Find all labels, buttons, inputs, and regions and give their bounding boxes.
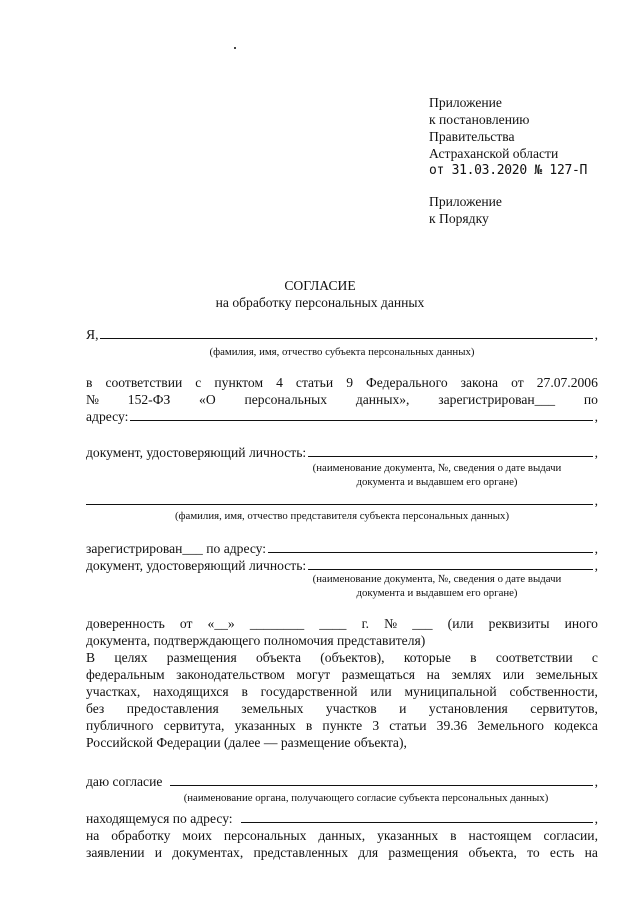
word: по <box>583 392 598 407</box>
rep-doc-caption-2: документа и выдавшем его органе) <box>356 587 518 599</box>
word: предоставления <box>126 701 219 716</box>
word: данных, <box>318 828 366 843</box>
word: законодательством <box>176 667 285 682</box>
address-label: адресу: <box>86 409 129 424</box>
word[interactable]: «__» <box>207 616 235 631</box>
word: согласии, <box>543 828 598 843</box>
word: для <box>358 845 379 860</box>
word: и <box>154 845 163 860</box>
tail-line-1 <box>86 827 598 844</box>
representative-doc-field[interactable] <box>308 569 592 570</box>
subject-name-field[interactable] <box>100 338 592 339</box>
word: иного <box>564 616 598 631</box>
word: моих <box>182 828 212 843</box>
word: есть <box>549 845 575 860</box>
purpose-line-5 <box>86 717 598 734</box>
word: 39.36 <box>436 718 468 733</box>
doc-caption-1: (наименование документа, №, сведения о дате выдачи <box>312 462 562 474</box>
purpose-line-6: Российской Федерации (далее — размещение объекта), <box>86 735 407 750</box>
purpose-line-3 <box>86 683 598 700</box>
scan-speck <box>234 47 236 49</box>
word: участках, <box>86 684 141 699</box>
word: без <box>86 701 105 716</box>
representative-name-row <box>86 492 598 509</box>
poa-line-1 <box>86 615 598 632</box>
word: федеральным <box>86 667 165 682</box>
comma: , <box>594 327 598 342</box>
word: В <box>86 650 96 665</box>
purpose-line-4 <box>86 700 598 717</box>
representative-doc-row <box>86 557 598 574</box>
word: 152-ФЗ <box>127 392 171 407</box>
poa-line-2: документа, подтверждающего полномочия представителя) <box>86 633 426 648</box>
word: с <box>591 650 598 665</box>
word: на <box>86 828 100 843</box>
header-line: Правительства <box>429 129 515 144</box>
consent-authority-field[interactable] <box>170 785 592 786</box>
representative-address-row <box>86 540 598 557</box>
header-sub-line: к Порядку <box>429 211 489 226</box>
word: персональных <box>244 392 328 407</box>
word: размещения <box>388 845 459 860</box>
word: объекта <box>255 650 301 665</box>
word: сервитута, <box>163 718 225 733</box>
word: собственности, <box>509 684 598 699</box>
word: в <box>470 650 477 665</box>
comma: , <box>594 774 598 789</box>
tail-line-2 <box>86 844 598 861</box>
comma: , <box>594 558 598 573</box>
word: (или <box>447 616 474 631</box>
word[interactable]: ________ <box>249 616 305 631</box>
word: могут <box>296 667 331 682</box>
word: представленных <box>253 845 348 860</box>
word: настоящем <box>468 828 532 843</box>
consent-caption: (наименование органа, получающего согласие субъекта персональных данных) <box>183 792 549 804</box>
word: размещения <box>166 650 237 665</box>
word: с <box>195 375 202 390</box>
doc-caption-2: документа и выдавшем его органе) <box>356 476 518 488</box>
word: доверенность <box>86 616 165 631</box>
word: 4 <box>276 375 283 390</box>
word: объекта, <box>468 845 517 860</box>
subject-address-field[interactable] <box>130 420 592 421</box>
word: 9 <box>346 375 353 390</box>
representative-address-field[interactable] <box>268 552 593 553</box>
location-label: находящемуся по адресу: <box>86 811 233 826</box>
word: в <box>241 684 248 699</box>
word: заявлении <box>86 845 145 860</box>
consent-row <box>86 773 598 790</box>
word: данных», <box>355 392 410 407</box>
word: Федерального <box>366 375 448 390</box>
subject-doc-field[interactable] <box>308 456 592 457</box>
word: земельных <box>535 667 598 682</box>
subject-address-row <box>86 408 598 425</box>
word: земельных <box>241 701 304 716</box>
word: обработку <box>111 828 171 843</box>
word: закона <box>460 375 499 390</box>
word: № <box>384 616 398 631</box>
word: и <box>399 701 407 716</box>
word[interactable]: ___ <box>412 616 433 631</box>
word: кодекса <box>554 718 598 733</box>
word: или <box>502 667 525 682</box>
word: зарегистрирован___ <box>438 392 556 407</box>
representative-caption: (фамилия, имя, отчество представителя субъекта персональных данных) <box>174 510 510 522</box>
word: землях <box>451 667 492 682</box>
word: участков <box>325 701 377 716</box>
word: «О <box>199 392 216 407</box>
authority-address-field[interactable] <box>241 822 593 823</box>
word: в <box>86 375 93 390</box>
word: пунктом <box>214 375 264 390</box>
word: 27.07.2006 <box>536 375 598 390</box>
purpose-line-2 <box>86 666 598 683</box>
comma: , <box>594 811 598 826</box>
word: № <box>86 392 99 407</box>
word: размещаться <box>341 667 415 682</box>
word: целях <box>114 650 148 665</box>
header-date-line: от 31.03.2020 № 127-П <box>429 163 588 178</box>
comma: , <box>594 541 598 556</box>
word: от <box>511 375 524 390</box>
header-sub-line: Приложение <box>429 194 502 209</box>
word: соответствии <box>495 650 573 665</box>
document-subtitle: на обработку персональных данных <box>215 295 425 310</box>
document-title: СОГЛАСИЕ <box>284 278 356 293</box>
law-line-2 <box>86 391 598 408</box>
word: на <box>584 845 598 860</box>
word: которые <box>403 650 451 665</box>
comma: , <box>594 445 598 460</box>
subject-name-row <box>86 326 598 343</box>
word: сервитутов, <box>530 701 598 716</box>
word: (объектов), <box>320 650 385 665</box>
word: указанных <box>234 718 296 733</box>
word: 3 <box>372 718 380 733</box>
law-line-1 <box>86 374 598 391</box>
word: государственной <box>260 684 358 699</box>
rep-doc-label: документ, удостоверяющий личность: <box>86 558 307 573</box>
appendix-header <box>429 94 629 227</box>
representative-name-field[interactable] <box>86 504 593 505</box>
word: статьи <box>389 718 427 733</box>
rep-reg-label: зарегистрирован___ по адресу: <box>86 541 267 556</box>
word: документах, <box>172 845 244 860</box>
word: г. <box>361 616 370 631</box>
word: находящихся <box>153 684 229 699</box>
word: установления <box>428 701 508 716</box>
word: от <box>179 616 193 631</box>
word: соответствии <box>105 375 183 390</box>
word: персональных <box>223 828 307 843</box>
word: на <box>426 667 440 682</box>
word: реквизиты <box>488 616 550 631</box>
word: статьи <box>295 375 334 390</box>
consent-label: даю согласие <box>86 774 163 789</box>
word: пункте <box>322 718 363 733</box>
word: то <box>527 845 540 860</box>
purpose-line-1 <box>86 649 598 666</box>
comma: , <box>594 493 598 508</box>
word: в <box>305 718 313 733</box>
subject-doc-row <box>86 444 598 461</box>
rep-doc-caption-1: (наименование документа, №, сведения о дате выдачи <box>312 573 562 585</box>
header-line: Астраханской области <box>429 146 559 161</box>
authority-address-row <box>86 810 598 827</box>
word: муниципальной <box>404 684 497 699</box>
subject-name-label: Я, <box>86 327 99 342</box>
word: публичного <box>86 718 154 733</box>
header-line: к постановлению <box>429 112 530 127</box>
doc-label: документ, удостоверяющий личность: <box>86 445 307 460</box>
word: в <box>450 828 457 843</box>
word: указанных <box>377 828 439 843</box>
subject-name-caption: (фамилия, имя, отчество субъекта персональных данных) <box>209 346 475 358</box>
word[interactable]: ____ <box>319 616 347 631</box>
word: Земельного <box>477 718 544 733</box>
header-line: Приложение <box>429 95 502 110</box>
word: или <box>370 684 392 699</box>
comma: , <box>594 409 598 424</box>
